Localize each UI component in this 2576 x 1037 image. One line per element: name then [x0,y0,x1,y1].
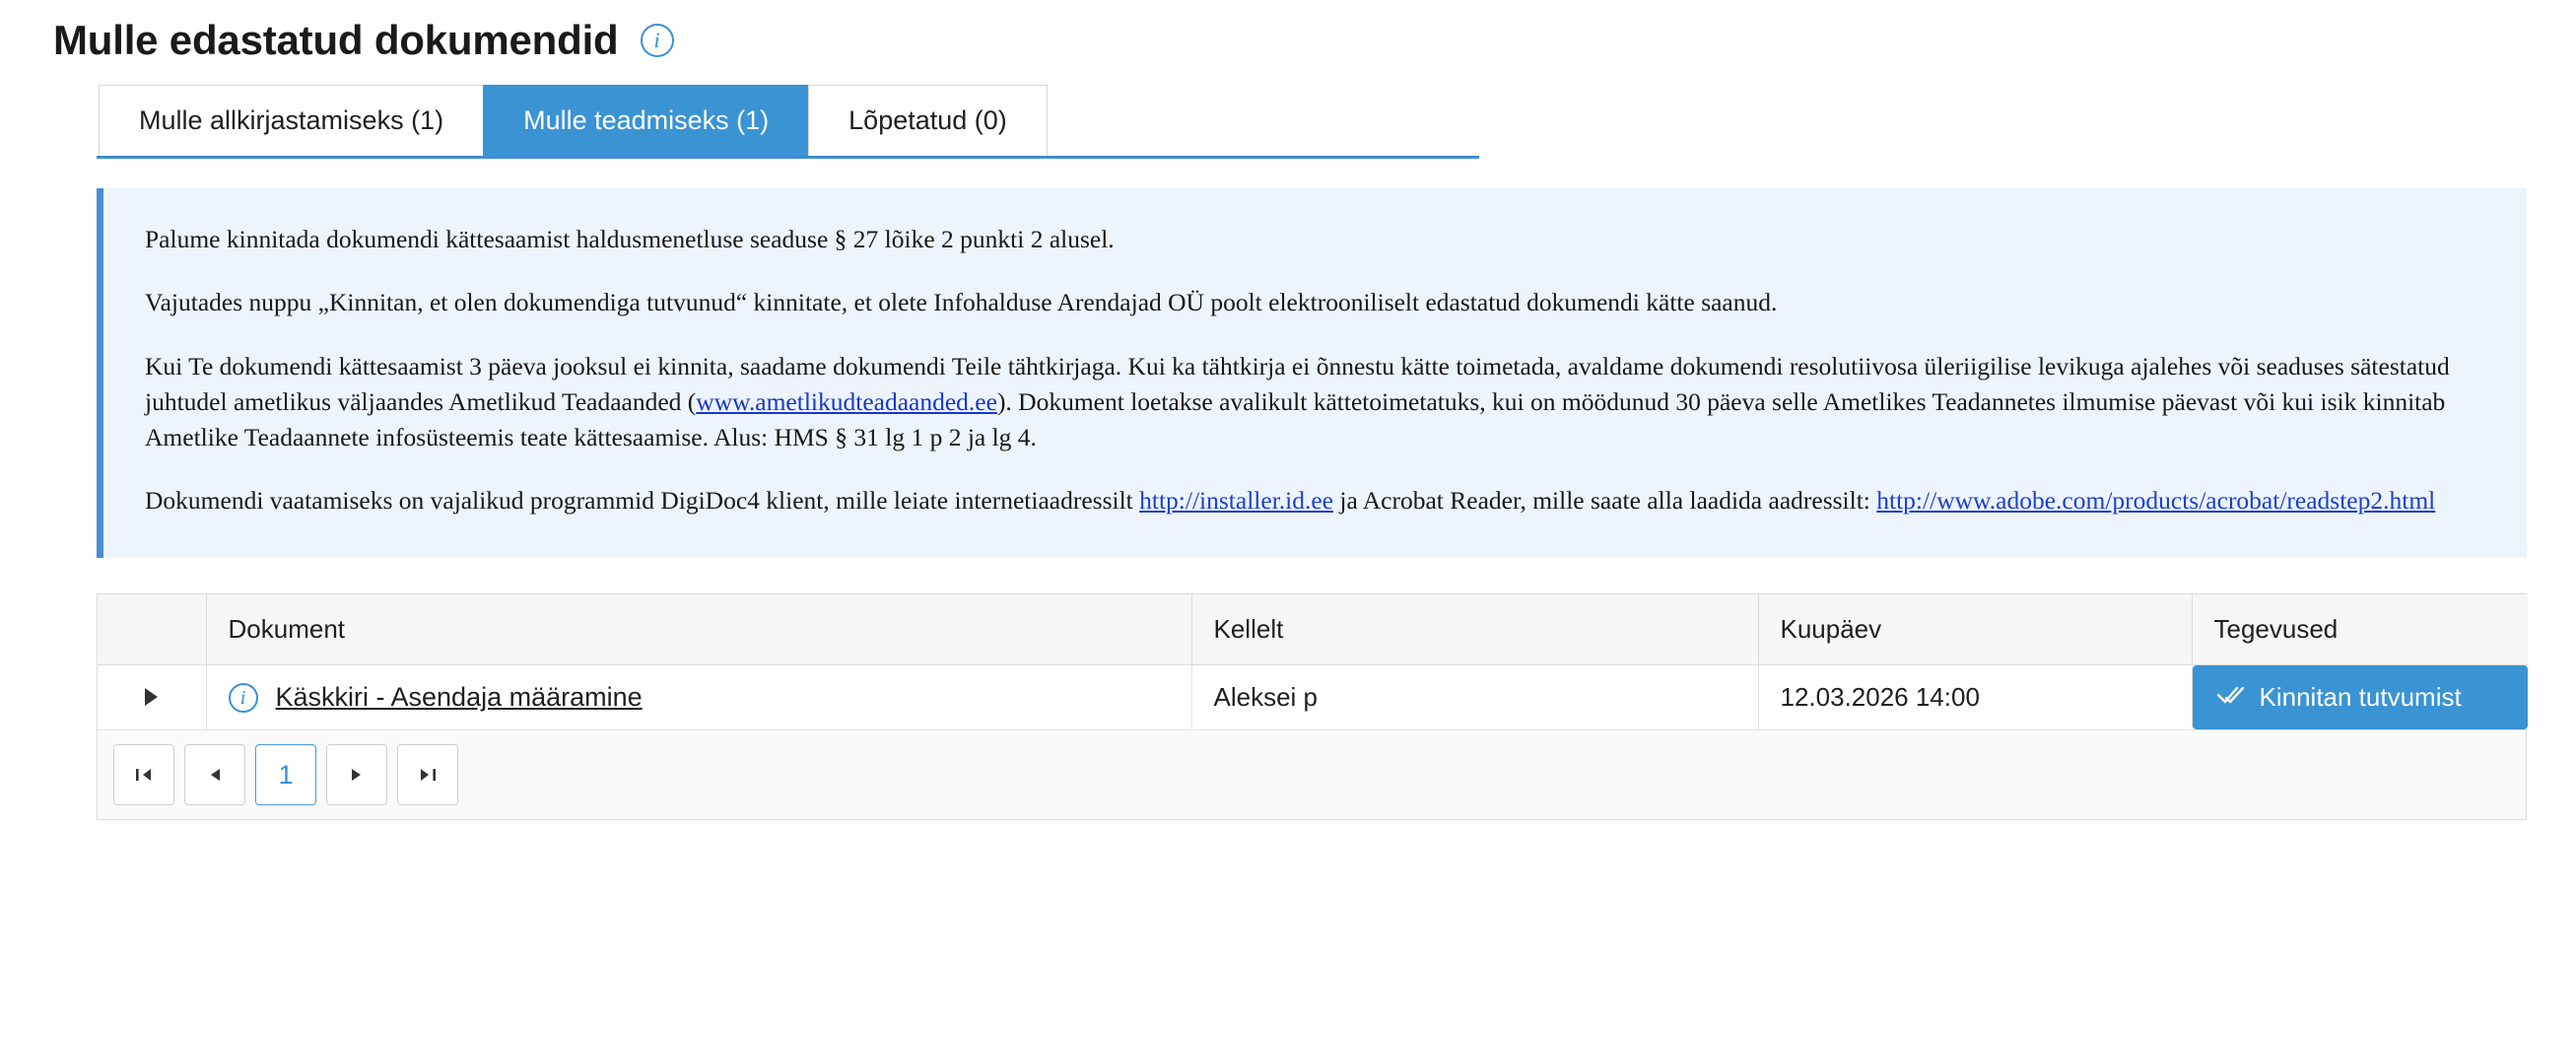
table-header-row [98,594,2528,665]
column-header-from: Kellelt [1191,594,1758,665]
acrobat-reader-link[interactable]: http://www.adobe.com/products/acrobat/readstep2.html [1876,486,2436,516]
next-page-icon[interactable] [326,744,387,805]
caret-right-icon[interactable] [145,688,158,706]
last-page-icon[interactable] [397,744,458,805]
notice-paragraph-4-text-a: Dokumendi vaatamiseks on vajalikud programmid DigiDoc4 klient, mille leiate internetiaadressilt [145,486,1140,516]
notice-paragraph-4-text-b: ja Acrobat Reader, mille saate alla laadida aadressilt: [1333,486,1877,516]
row-date-cell: 12.03.2026 14:00 [1758,665,2192,730]
tab-for-signing[interactable]: Mulle allkirjastamiseks (1) [99,85,484,156]
document-link[interactable]: Käskkiri - Asendaja määramine [275,682,643,713]
page-title: Mulle edastatud dokumendid [53,17,619,63]
ametlikud-teadaanded-link[interactable]: www.ametlikudteadaanded.ee [696,386,997,416]
column-header-date: Kuupäev [1758,594,2192,665]
row-from-cell: Aleksei p [1191,665,1758,730]
column-header-actions: Tegevused [2192,594,2528,665]
info-icon[interactable]: i [641,24,674,57]
notice-panel [97,188,2527,558]
info-icon[interactable]: i [229,683,258,713]
row-actions-cell [2192,665,2528,730]
pagination [97,730,2527,820]
documents-table [97,593,2527,730]
tab-bar [97,85,1479,159]
tab-for-information[interactable]: Mulle teadmiseks (1) [483,85,809,156]
column-header-document: Dokument [206,594,1191,665]
column-header-expand [98,594,206,665]
notice-paragraph-3-text-a: Kui Te dokumendi kättesaamist 3 päeva jooksul ei kinnita, saadame dokumendi Teile tähtkirjaga. Kui ka tähtkirja ei õnnestu kätte toimetada, avaldame dokumendi resolutiivosa üleriigilise levikuga ajalehes või seaduses sätestatud juhtudel ametlikus väljaandes Ametlikud Teadaanded ( [145,351,2450,416]
double-check-icon [2216,682,2246,713]
confirm-read-button[interactable] [2193,665,2529,729]
table-row [98,665,2528,730]
page-number-1[interactable]: 1 [255,744,316,805]
previous-page-icon[interactable] [184,744,245,805]
installer-id-ee-link[interactable]: http://installer.id.ee [1139,486,1334,516]
page-header [53,18,2529,63]
notice-paragraph-4 [145,483,2485,518]
first-page-icon[interactable] [113,744,174,805]
row-document-cell [206,665,1191,730]
notice-paragraph-3-text-b: ). Dokument loetakse avalikult kättetoimetatuks, kui on möödunud 30 päeva selle Ametlikes Teadannetes ilmumise päevast või kui isik kinnitab Ametlike Teadaannete infosüsteemis teate kättesaamise. Alus: HMS § 31 lg 1 p 2 ja lg 4. [145,386,2446,451]
notice-paragraph-3 [145,349,2485,456]
tab-completed[interactable]: Lõpetatud (0) [808,85,1048,156]
confirm-read-button-label: Kinnitan tutvumist [2259,682,2462,713]
notice-paragraph-2: Vajutades nuppu „Kinnitan, et olen dokumendiga tutvunud“ kinnitate, et olete Infohalduse Arendajad OÜ poolt elektrooniliselt edastatud dokumendi kätte saanud. [145,288,1778,317]
notice-paragraph-1: Palume kinnitada dokumendi kättesaamist haldusmenetluse seaduse § 27 lõike 2 punkti 2 alusel. [145,225,1115,254]
row-expand-cell[interactable] [98,665,206,730]
